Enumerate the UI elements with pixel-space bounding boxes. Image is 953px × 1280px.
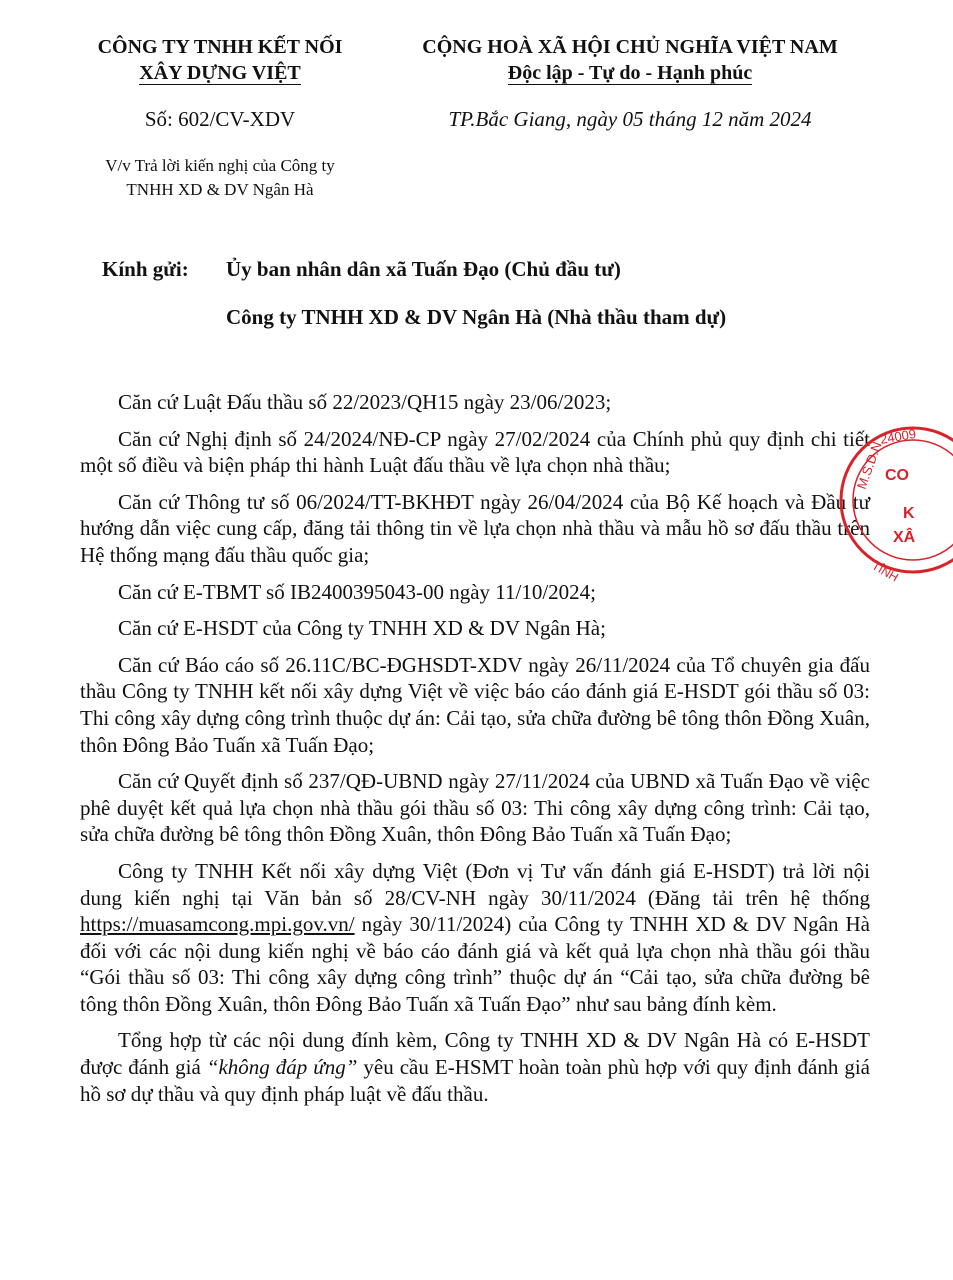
seal-text-side: M.S.D.N: [853, 439, 885, 492]
seal-outer-ring: [841, 425, 953, 572]
response-text-b: ngày 30/11/2024) của Công ty TNHH XD & DV Ngân Hà đối với các nội dung kiến nghị về báo cáo đánh giá và kết quả lựa chọn nhà thầu gói thầu “Gói thầu số 03: Thi công xây dựng công trình” thuộc dự án “Cải tạo, sửa chữa đường bê tông thôn Đồng Xuân, thôn Đông Bảo Tuấn xã Tuấn Đạo” như sau bảng đính kèm.: [80, 912, 870, 1016]
seal-text-mid3: XÂ: [893, 529, 916, 546]
paragraph-legal-basis-1: Căn cứ Luật Đấu thầu số 22/2023/QH15 ngày 23/06/2023;: [118, 390, 612, 414]
paragraph-response: [80, 858, 870, 1018]
national-motto: Độc lập - Tự do - Hạnh phúc: [507, 62, 753, 84]
paragraph-legal-basis-4: Căn cứ E-TBMT số IB2400395043-00 ngày 11/10/2024;: [118, 579, 597, 604]
seal-text-mid2: K: [903, 505, 915, 522]
paragraph-legal-basis-5: Căn cứ E-HSDT của Công ty TNHH XD & DV Ngân Hà;: [118, 616, 606, 641]
document-number: Số: 602/CV-XDV: [144, 107, 296, 131]
conclusion-text-b: yêu cầu E-HSMT hoàn toàn phù hợp với quy định đánh giá hồ sơ dự thầu và quy định pháp luật về đấu thầu.: [80, 1055, 870, 1106]
recipients-label: Kính gửi:: [102, 257, 189, 281]
procurement-portal-link[interactable]: https://muasamcong.mpi.gov.vn/: [80, 912, 355, 937]
seal-text-top: 24009: [878, 425, 918, 447]
subject-line1: V/v Trả lời kiến nghị của Công ty: [105, 156, 335, 175]
conclusion-emphasis: “không đáp ứng”: [206, 1055, 358, 1080]
company-name-line1: CÔNG TY TNHH KẾT NỐI: [97, 36, 343, 58]
seal-text-mid1: CO: [885, 467, 909, 484]
place-date: TP.Bắc Giang, ngày 05 tháng 12 năm 2024: [448, 107, 812, 131]
seal-text-bottom: TỈNH: [869, 558, 901, 585]
company-header: [60, 34, 380, 86]
response-text-a: Công ty TNHH Kết nối xây dựng Việt (Đơn vị Tư vấn đánh giá E-HSDT) trả lời nội dung kiến nghị tại Văn bản số 28/CV-NH ngày 30/11/2024 (Đăng tải trên hệ thống: [80, 858, 870, 910]
company-name-line2: XÂY DỰNG VIỆT: [139, 62, 301, 84]
national-title: CỘNG HOÀ XÃ HỘI CHỦ NGHĨA VIỆT NAM: [422, 36, 838, 58]
letter-body: [80, 389, 870, 1107]
paragraph-legal-basis-2: Căn cứ Nghị định số 24/2024/NĐ-CP ngày 27/02/2024 của Chính phủ quy định chi tiết một số điều và biện pháp thi hành Luật đấu thầu về lựa chọn nhà thầu;: [80, 426, 870, 478]
paragraph-legal-basis-3: Căn cứ Thông tư số 06/2024/TT-BKHĐT ngày 26/04/2024 của Bộ Kế hoạch và Đầu tư hướng dẫn việc cung cấp, đăng tải thông tin về lựa chọn nhà thầu và mẫu hồ sơ đấu thầu trên Hệ thống mạng đấu thầu quốc gia;: [80, 489, 870, 567]
company-seal: [833, 420, 953, 585]
paragraph-legal-basis-7: Căn cứ Quyết định số 237/QĐ-UBND ngày 27/11/2024 của UBND xã Tuấn Đạo về việc phê duyệt kết quả lựa chọn nhà thầu gói thầu số 03: Thi công xây dựng công trình: Cải tạo, sửa chữa đường bê tông thôn Đồng Xuân, thôn Đông Bảo Tuấn xã Tuấn Đạo;: [80, 769, 870, 847]
conclusion-text-a: Tổng hợp từ các nội dung đính kèm, Công ty TNHH XD & DV Ngân Hà có E-HSDT được đánh giá: [80, 1028, 870, 1080]
subject: [60, 154, 380, 202]
recipient-1: Ủy ban nhân dân xã Tuấn Đạo (Chủ đầu tư): [226, 257, 621, 281]
paragraph-legal-basis-6: Căn cứ Báo cáo số 26.11C/BC-ĐGHSDT-XDV ngày 26/11/2024 của Tổ chuyên gia đấu thầu Công ty TNHH kết nối xây dựng Việt về việc báo cáo đánh giá E-HSDT gói thầu số 03: Thi công xây dựng công trình thuộc dự án: Cải tạo, sửa chữa đường bê tông thôn Đồng Xuân, thôn Đông Bảo Tuấn xã Tuấn Đạo;: [80, 652, 870, 757]
national-header: [380, 34, 880, 86]
paragraph-conclusion: [80, 1027, 870, 1107]
recipient-2: Công ty TNHH XD & DV Ngân Hà (Nhà thầu tham dự): [226, 305, 727, 329]
subject-line2: TNHH XD & DV Ngân Hà: [126, 180, 314, 199]
